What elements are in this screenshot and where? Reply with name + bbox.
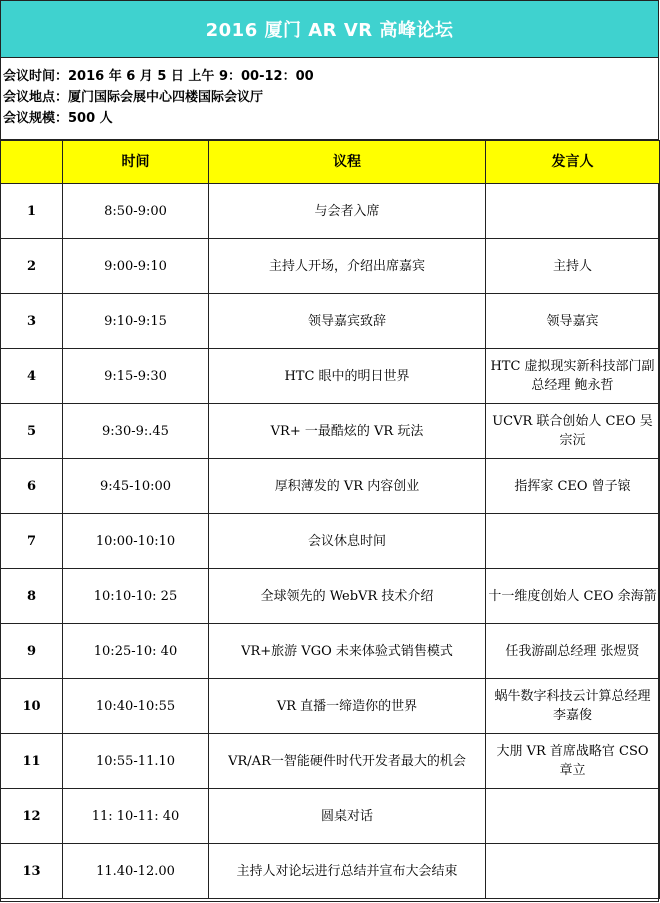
row-speaker: 蜗牛数字科技云计算总经理 李嘉俊	[486, 679, 660, 734]
row-agenda: 主持人对论坛进行总结并宣布大会结束	[209, 844, 486, 899]
row-time: 9:00-9:10	[63, 239, 209, 294]
row-number: 2	[1, 239, 63, 294]
row-number: 4	[1, 349, 63, 404]
row-time: 11: 10-11: 40	[63, 789, 209, 844]
row-agenda: 圆桌对话	[209, 789, 486, 844]
row-number: 5	[1, 404, 63, 459]
document-title: 2016 厦门 AR VR 高峰论坛	[1, 1, 658, 58]
row-speaker: UCVR 联合创始人 CEO 吴宗沅	[486, 404, 660, 459]
table-row	[1, 349, 660, 404]
row-speaker	[486, 844, 660, 899]
row-time: 10:25-10: 40	[63, 624, 209, 679]
row-agenda: VR+旅游 VGO 未来体验式销售模式	[209, 624, 486, 679]
row-time: 10:55-11.10	[63, 734, 209, 789]
table-row	[1, 624, 660, 679]
row-agenda: 主持人开场，介绍出席嘉宾	[209, 239, 486, 294]
table-row	[1, 404, 660, 459]
row-speaker	[486, 514, 660, 569]
row-number: 10	[1, 679, 63, 734]
agenda-table	[0, 140, 660, 899]
table-row	[1, 239, 660, 294]
row-speaker: 指挥家 CEO 曾子锿	[486, 459, 660, 514]
table-row	[1, 459, 660, 514]
row-speaker: HTC 虚拟现实新科技部门副总经理 鲍永哲	[486, 349, 660, 404]
table-row	[1, 844, 660, 899]
row-agenda: 领导嘉宾致辞	[209, 294, 486, 349]
meeting-place: 会议地点：厦门国际会展中心四楼国际会议厅	[3, 90, 264, 105]
row-number: 6	[1, 459, 63, 514]
row-number: 8	[1, 569, 63, 624]
row-time: 9:30-9:.45	[63, 404, 209, 459]
agenda-body	[1, 184, 660, 899]
row-speaker: 领导嘉宾	[486, 294, 660, 349]
meeting-time: 会议时间：2016 年 6 月 5 日 上午 9：00-12：00	[3, 69, 314, 84]
table-row	[1, 569, 660, 624]
row-number: 3	[1, 294, 63, 349]
header-agenda: 议程	[209, 141, 486, 184]
row-number: 12	[1, 789, 63, 844]
table-row	[1, 679, 660, 734]
table-row	[1, 789, 660, 844]
row-agenda: VR+ 一最酷炫的 VR 玩法	[209, 404, 486, 459]
row-number: 13	[1, 844, 63, 899]
row-speaker: 大朋 VR 首席战略官 CSO 章立	[486, 734, 660, 789]
row-time: 8:50-9:00	[63, 184, 209, 239]
table-row	[1, 294, 660, 349]
header-speaker: 发言人	[486, 141, 660, 184]
meeting-info	[1, 58, 658, 140]
header-time: 时间	[63, 141, 209, 184]
row-number: 1	[1, 184, 63, 239]
row-time: 10:00-10:10	[63, 514, 209, 569]
row-speaker	[486, 789, 660, 844]
row-agenda: 全球领先的 WebVR 技术介绍	[209, 569, 486, 624]
row-speaker	[486, 184, 660, 239]
row-number: 9	[1, 624, 63, 679]
row-time: 11.40-12.00	[63, 844, 209, 899]
row-agenda: HTC 眼中的明日世界	[209, 349, 486, 404]
table-row	[1, 184, 660, 239]
row-time: 9:15-9:30	[63, 349, 209, 404]
row-speaker: 任我游副总经理 张煜贤	[486, 624, 660, 679]
table-row	[1, 514, 660, 569]
table-header-row	[1, 141, 660, 184]
row-number: 7	[1, 514, 63, 569]
meeting-scale: 会议规模：500 人	[3, 111, 113, 126]
header-number	[1, 141, 63, 184]
row-time: 9:10-9:15	[63, 294, 209, 349]
row-time: 10:10-10: 25	[63, 569, 209, 624]
row-agenda: 与会者入席	[209, 184, 486, 239]
row-agenda: 厚积薄发的 VR 内容创业	[209, 459, 486, 514]
row-time: 10:40-10:55	[63, 679, 209, 734]
table-row	[1, 734, 660, 789]
row-agenda: 会议休息时间	[209, 514, 486, 569]
row-speaker: 主持人	[486, 239, 660, 294]
row-agenda: VR/AR一智能硬件时代开发者最大的机会	[209, 734, 486, 789]
row-number: 11	[1, 734, 63, 789]
row-time: 9:45-10:00	[63, 459, 209, 514]
row-agenda: VR 直播一缔造你的世界	[209, 679, 486, 734]
row-speaker: 十一维度创始人 CEO 余海箭	[486, 569, 660, 624]
